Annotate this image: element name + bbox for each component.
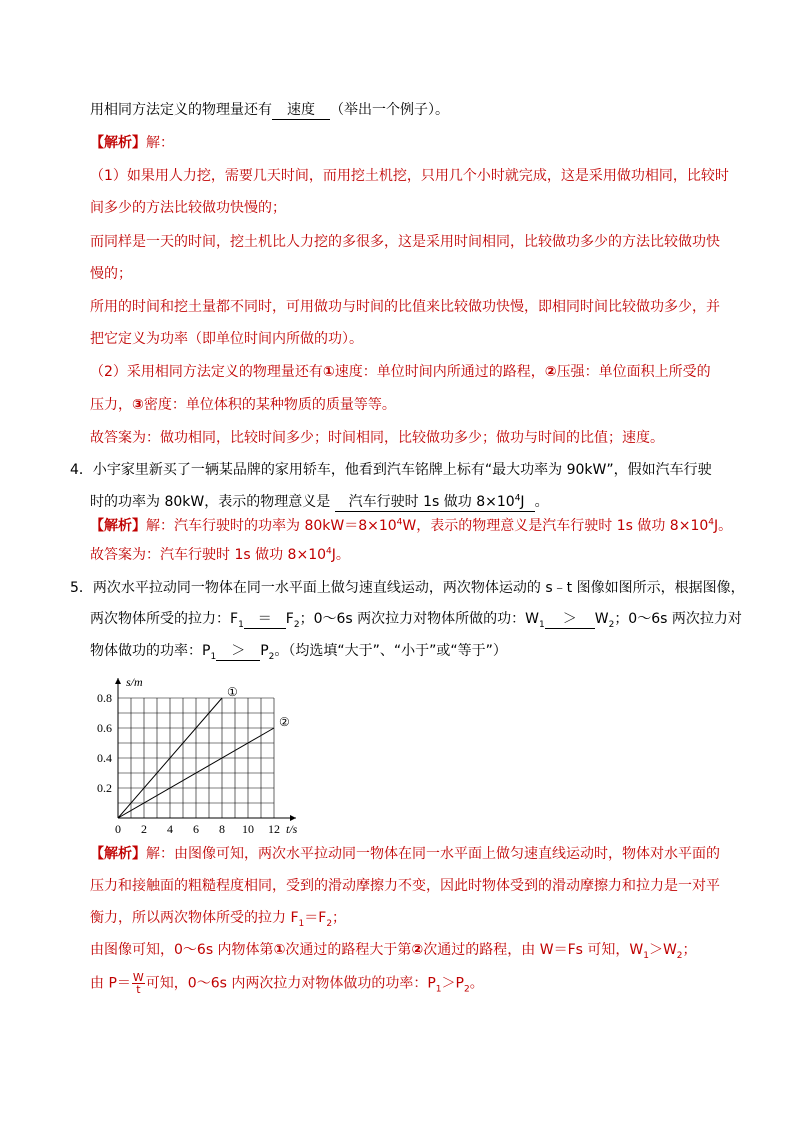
sub: 1 [210,651,217,662]
q4-answer-post: J。 [331,547,350,563]
q3-analysis-p3a: 所用的时间和挖土量都不同时，可用做功与时间的比值来比较做功快慢，即相同时间比较做功多少，并 [90,299,720,315]
q5-blank-power [216,642,260,661]
q5-a5-pre: 由 P＝ [90,975,131,992]
q5-a5-gt: ＞P [441,975,464,992]
axes [115,678,296,821]
q5-a4-mid2: 次通过的路程，由 W＝Fs 可知，W [423,942,644,958]
y-tick-label: 0.4 [97,751,112,765]
circle-number-3: ③ [132,397,144,413]
q3-tail-text: 用相同方法定义的物理量还有 [90,102,272,118]
p4-pre: （2）采用相同方法定义的物理量还有 [90,364,323,380]
series-label: ② [279,715,290,729]
q4-analysis [90,516,732,536]
q3-analysis-p3b: 把它定义为功率（即单位时间内所做的功）。 [90,331,363,347]
q5-analysis-3 [90,908,346,928]
q4-analysis-pre: 解：汽车行驶时的功率为 80kW＝8×10 [146,518,397,534]
sub: 1 [643,950,649,961]
q5-a1: 解：由图像可知，两次水平拉动同一物体在同一水平面上做匀速直线运动时，物体对水平面的 [146,846,720,862]
circle-number-1: ① [322,364,335,380]
q3-answer-line: 故答案为：做功相同，比较时间多少；时间相同，比较做功多少；做功与时间的比值；速度。 [90,430,664,446]
q4-line2-pre: 时的功率为 80kW，表示的物理意义是 [90,494,331,510]
q4-analysis-exp2: 4 [708,517,714,528]
q4-analysis-exp1: 4 [396,517,403,528]
q3-analysis-p2b: 慢的； [90,266,132,282]
q4-blank-exp: 4 [514,493,521,504]
q4-blank-pre: 汽车行驶时 1s 做功 8×10 [348,494,515,510]
x-axis-label: t/s [286,822,298,836]
q5-blank1-value: ＝ [257,611,272,627]
q3-answer-blank [272,101,330,120]
fraction-numerator: W [132,971,144,984]
q3-analysis-p2a: 而同样是一天的时间，挖土机比人力挖的多很多，这是采用时间相同，比较做功多少的方法比较做功快 [90,234,720,250]
q5-a4-mid: 次通过的路程大于第 [285,942,412,958]
q5-line2-mid: ；0～6s 两次拉力对物体所做的功：W [299,611,539,627]
sub: 1 [435,984,442,995]
q5-analysis-4 [90,940,697,960]
x-tick-label: 10 [242,822,254,836]
p5-t: 密度：单位体积的某种物质的质量等等。 [143,397,396,413]
circle-number-1: ① [273,942,286,958]
sub: 2 [326,918,333,929]
q5-line2 [90,609,742,629]
q5-line3-pre: 物体做功的功率：P [90,643,211,659]
q4-answer [90,545,350,565]
q5-blank3-value: ＞ [231,643,246,659]
q5-a5-post: 。 [469,975,484,992]
q5-blank-work [545,610,595,629]
sub: 2 [268,651,275,662]
q5-number: 5． [70,580,93,596]
q4-analysis-mid: W，表示的物理意义是汽车行驶时 1s 做功 8×10 [402,518,709,534]
circle-number-2: ② [544,364,557,380]
q5-a4-gt: ＞W [648,942,677,958]
q5-blank-force [244,610,286,629]
q5-line2-post: ；0～6s 两次拉力对 [614,611,742,627]
q4-line2 [90,492,549,512]
q5-w2: W [594,611,609,627]
x-axis-arrow [290,815,296,821]
q3-analysis-p1b: 间多少的方法比较做功快慢的； [90,200,286,216]
analysis-intro: 解： [146,135,174,151]
q4-number: 4． [70,462,93,478]
q5-blank2-value: ＞ [562,611,577,627]
q5-a5-mid: 可知，0～6s 内两次拉力对物体做功的功率：P [145,975,436,992]
y-tick-label: 0.8 [97,691,112,705]
analysis-tag: 【解析】 [90,846,146,862]
q3-analysis-p4 [90,362,711,382]
q5-a4-pre: 由图像可知，0～6s 内物体第 [90,942,274,958]
y-tick-label: 0.2 [97,781,112,795]
p5-pre: 压力， [90,397,132,413]
x-tick-label: 0 [115,822,121,836]
q5-line1 [70,578,745,598]
sub: 1 [238,619,244,630]
grid [118,698,274,818]
q4-analysis-post: J。 [714,518,733,534]
q4-blank-post: J [520,494,525,510]
fraction-denominator: t [136,983,141,996]
q5-analysis-5 [90,972,484,995]
q5-a4-post: ； [682,942,697,958]
series-label: ① [227,685,238,699]
y-tick-label: 0.6 [97,721,112,735]
x-tick-label: 2 [141,822,147,836]
labels [97,675,298,836]
q4-line1 [70,460,712,480]
q5-text1: 两次水平拉动同一物体在同一水平面上做匀速直线运动，两次物体运动的 s﹣t 图像如图所示，根据图像， [92,580,745,596]
fraction-w-over-t [132,972,145,995]
x-tick-label: 8 [219,822,225,836]
q3-answer: 速度 [287,102,315,118]
q5-f2: F [285,611,294,627]
sub: 2 [608,619,615,630]
y-axis-label: s/m [126,675,143,689]
analysis-tag: 【解析】 [90,518,146,534]
sub: 2 [463,984,470,995]
q4-answer-blank [335,493,535,512]
q4-answer-exp: 4 [326,546,332,557]
q3-tail-line [90,100,449,120]
s-t-graph [90,668,320,838]
circle-number-2: ② [411,942,424,958]
p4-t2: 压强：单位面积上所受的 [556,364,711,380]
q5-a3-eq: ＝F [304,910,327,926]
q5-p2: P [260,643,269,659]
q3-tail-after: （举出一个例子）。 [330,102,449,118]
q5-a3-post: ； [332,910,347,926]
q5-line3 [90,641,507,661]
p4-t1: 速度：单位时间内所通过的路程， [334,364,545,380]
q3-analysis-header [90,133,174,153]
q5-line3-post: 。（均选填“大于”、“小于”或“等于”） [274,643,507,659]
x-tick-label: 6 [193,822,199,836]
q3-analysis-p1a: （1）如果用人力挖，需要几天时间，而用挖土机挖，只用几个小时就完成，这是采用做功相同，比较时 [90,168,729,184]
q5-line2-pre: 两次物体所受的拉力：F [90,611,239,627]
q5-analysis-2: 压力和接触面的粗糙程度相同，受到的滑动摩擦力不变，因此时物体受到的滑动摩擦力和拉力是一对平 [90,878,720,894]
q3-analysis-p5 [90,395,396,415]
y-axis-arrow [115,678,121,684]
x-tick-label: 12 [268,822,280,836]
sub: 2 [676,950,683,961]
analysis-tag: 【解析】 [90,135,146,151]
q4-answer-pre: 故答案为：汽车行驶时 1s 做功 8×10 [90,547,327,563]
q4-line2-post: 。 [534,494,549,510]
sub: 1 [539,619,545,630]
q5-a3-pre: 衡力，所以两次物体所受的拉力 F [90,910,299,926]
q5-analysis-1 [90,844,720,864]
sub: 1 [298,918,305,929]
sub: 2 [293,619,300,630]
q4-text1: 小宇家里新买了一辆某品牌的家用轿车，他看到汽车铭牌上标有“最大功率为 90kW”，假如汽车行驶 [92,462,712,478]
x-tick-label: 4 [167,822,173,836]
